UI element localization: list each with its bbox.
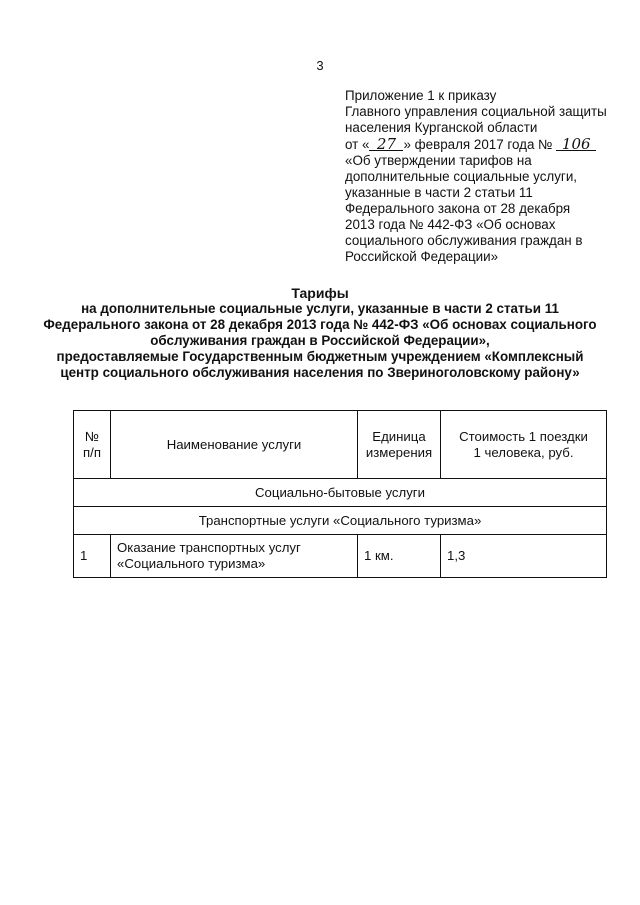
row-num: 1 (74, 535, 111, 578)
row-unit: 1 км. (358, 535, 441, 578)
handwritten-day: 27 (369, 136, 403, 152)
handwritten-order-number: 106 (556, 136, 596, 152)
appendix-line: «Об утверждении тарифов на (345, 153, 532, 168)
table-header-row (74, 411, 607, 479)
section-transport: Транспортные услуги «Социального туризма» (74, 507, 607, 535)
title-main: Тарифы (291, 285, 349, 301)
section-row (74, 507, 607, 535)
header-cost: Стоимость 1 поездки 1 человека, руб. (441, 411, 607, 479)
section-row (74, 479, 607, 507)
row-service-name: Оказание транспортных услуг «Социального туризма» (111, 535, 358, 578)
date-prefix: от « (345, 137, 370, 152)
appendix-line: Приложение 1 к приказу (345, 88, 497, 103)
title-line: обслуживания граждан в Российской Федерации», (150, 333, 490, 348)
title-line: Федерального закона от 28 декабря 2013 года № 442-ФЗ «Об основах социального (43, 317, 597, 332)
document-title (40, 285, 600, 381)
appendix-header (345, 88, 615, 265)
header-service-name: Наименование услуги (111, 411, 358, 479)
title-line: предоставляемые Государственным бюджетным учреждением «Комплексный (56, 349, 584, 364)
header-num: № п/п (74, 411, 111, 479)
row-cost: 1,3 (441, 535, 607, 578)
appendix-line: Российской Федерации» (345, 249, 499, 264)
title-line: центр социального обслуживания населения по Звериноголовскому району» (60, 365, 580, 380)
appendix-line: населения Курганской области (345, 120, 538, 135)
section-social-household: Социально-бытовые услуги (74, 479, 607, 507)
page-number: 3 (316, 58, 324, 73)
table-row (74, 535, 607, 578)
appendix-line: Главного управления социальной защиты (345, 104, 607, 119)
appendix-line: указанные в части 2 статьи 11 (345, 185, 533, 200)
appendix-line: 2013 года № 442-ФЗ «Об основах (345, 217, 556, 232)
appendix-line: дополнительные социальные услуги, (345, 169, 578, 184)
appendix-date-line (345, 136, 615, 153)
date-middle: » февраля 2017 года № (403, 137, 553, 152)
header-unit: Единица измерения (358, 411, 441, 479)
tariffs-table (73, 410, 607, 578)
appendix-line: социального обслуживания граждан в (345, 233, 583, 248)
appendix-line: Федерального закона от 28 декабря (345, 201, 571, 216)
title-line: на дополнительные социальные услуги, указанные в части 2 статьи 11 (81, 301, 559, 316)
